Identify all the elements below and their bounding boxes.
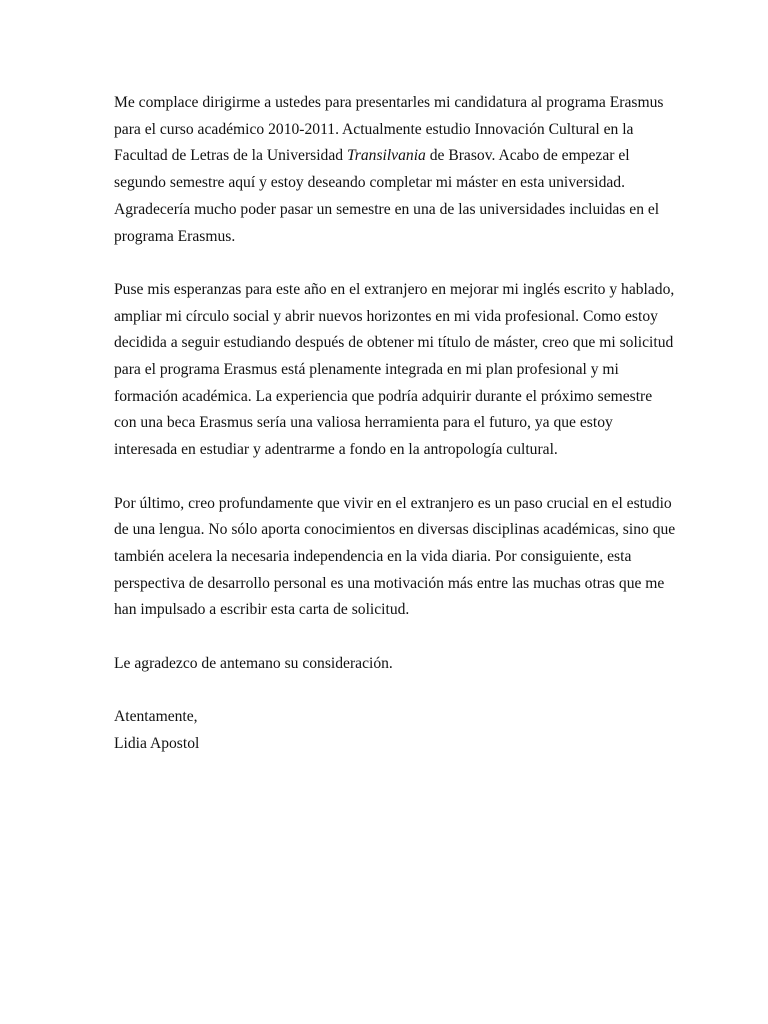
text-segment: de Brasov. Acabo de empezar el bbox=[425, 147, 630, 165]
text-line: programa Erasmus. bbox=[114, 227, 236, 245]
paragraph-conclusion bbox=[114, 491, 674, 625]
text-segment: Facultad de Letras de la Universidad bbox=[114, 147, 347, 165]
text-line bbox=[114, 143, 674, 170]
paragraph-motivation bbox=[114, 277, 674, 464]
text-line: perspectiva de desarrollo personal es una motivación más entre las muchas otras que me bbox=[114, 574, 665, 592]
sign-off: Atentamente, bbox=[114, 708, 198, 726]
paragraph-intro bbox=[114, 90, 674, 250]
paragraph-spacer bbox=[114, 624, 674, 651]
text-line: segundo semestre aquí y estoy deseando completar mi máster en esta universidad. bbox=[114, 174, 625, 192]
paragraph-spacer bbox=[114, 464, 674, 491]
text-line: formación académica. La experiencia que podría adquirir durante el próximo semestre bbox=[114, 387, 653, 405]
paragraph-spacer bbox=[114, 250, 674, 277]
text-line: también acelera la necesaria independencia en la vida diaria. Por consiguiente, esta bbox=[114, 547, 632, 565]
text-line: con una beca Erasmus sería una valiosa herramienta para el futuro, ya que estoy bbox=[114, 414, 613, 432]
text-line: Puse mis esperanzas para este año en el extranjero en mejorar mi inglés escrito y hablado, bbox=[114, 280, 675, 298]
closing-thanks: Le agradezco de antemano su consideración. bbox=[114, 654, 393, 672]
letter-body bbox=[114, 90, 674, 758]
text-line: Me complace dirigirme a ustedes para presentarles mi candidatura al programa Erasmus bbox=[114, 94, 664, 111]
paragraph-spacer bbox=[114, 677, 674, 704]
text-line: ampliar mi círculo social y abrir nuevos horizontes en mi vida profesional. Como estoy bbox=[114, 307, 658, 325]
text-line: han impulsado a escribir esta carta de solicitud. bbox=[114, 601, 410, 619]
signature-name: Lidia Apostol bbox=[114, 734, 200, 752]
text-line: interesada en estudiar y adentrarme a fondo en la antropología cultural. bbox=[114, 441, 558, 459]
university-name-italic: Transilvania bbox=[346, 147, 426, 165]
text-line: Por último, creo profundamente que vivir en el extranjero es un paso crucial en el estudio bbox=[114, 494, 672, 512]
text-line: Agradecería mucho poder pasar un semestre en una de las universidades incluidas en el bbox=[114, 200, 660, 218]
text-line: decidida a seguir estudiando después de obtener mi título de máster, creo que mi solicitud bbox=[114, 334, 674, 352]
text-line: de una lengua. No sólo aporta conocimientos en diversas disciplinas académicas, sino que bbox=[114, 521, 676, 539]
text-line: para el programa Erasmus está plenamente integrada en mi plan profesional y mi bbox=[114, 361, 619, 379]
text-line: para el curso académico 2010-2011. Actualmente estudio Innovación Cultural en la bbox=[114, 120, 634, 138]
